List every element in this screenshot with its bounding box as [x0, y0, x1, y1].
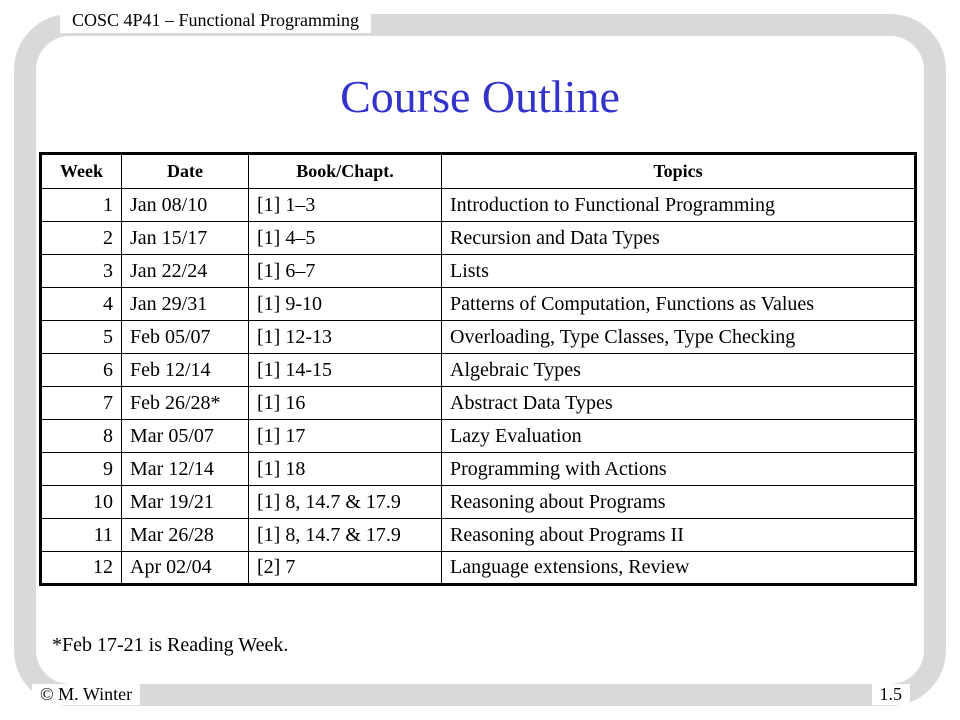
topics-cell: Overloading, Type Classes, Type Checking: [442, 321, 916, 354]
date-cell: Feb 05/07: [122, 321, 249, 354]
slide-number: 1.5: [872, 684, 911, 705]
table-row: [41, 519, 916, 552]
book-cell: [1] 4–5: [249, 222, 442, 255]
date-cell: Mar 19/21: [122, 486, 249, 519]
column-header-date: Date: [122, 154, 249, 189]
date-cell: Mar 05/07: [122, 420, 249, 453]
table-row: [41, 387, 916, 420]
topics-cell: Recursion and Data Types: [442, 222, 916, 255]
page-title: Course Outline: [340, 71, 620, 122]
column-header-week: Week: [41, 154, 122, 189]
book-cell: [1] 9-10: [249, 288, 442, 321]
date-cell: Feb 12/14: [122, 354, 249, 387]
week-cell: 3: [41, 255, 122, 288]
week-cell: 8: [41, 420, 122, 453]
date-cell: Jan 22/24: [122, 255, 249, 288]
table-row: [41, 288, 916, 321]
table-row: [41, 321, 916, 354]
book-cell: [1] 8, 14.7 & 17.9: [249, 519, 442, 552]
reading-week-note: *Feb 17-21 is Reading Week.: [52, 634, 289, 656]
book-cell: [2] 7: [249, 552, 442, 585]
book-cell: [1] 14-15: [249, 354, 442, 387]
author-footer: © M. Winter: [32, 684, 140, 705]
table-row: [41, 222, 916, 255]
topics-cell: Reasoning about Programs: [442, 486, 916, 519]
week-cell: 5: [41, 321, 122, 354]
date-cell: Jan 29/31: [122, 288, 249, 321]
table-row: [41, 486, 916, 519]
topics-cell: Lazy Evaluation: [442, 420, 916, 453]
week-cell: 12: [41, 552, 122, 585]
book-cell: [1] 1–3: [249, 189, 442, 222]
column-header-book: Book/Chapt.: [249, 154, 442, 189]
table-row: [41, 189, 916, 222]
course-header: COSC 4P41 – Functional Programming: [60, 8, 371, 33]
week-cell: 4: [41, 288, 122, 321]
week-cell: 7: [41, 387, 122, 420]
table-row: [41, 453, 916, 486]
week-cell: 6: [41, 354, 122, 387]
date-cell: Apr 02/04: [122, 552, 249, 585]
table-row: [41, 354, 916, 387]
book-cell: [1] 16: [249, 387, 442, 420]
week-cell: 11: [41, 519, 122, 552]
course-outline-table: [39, 152, 917, 586]
topics-cell: Reasoning about Programs II: [442, 519, 916, 552]
topics-cell: Patterns of Computation, Functions as Values: [442, 288, 916, 321]
week-cell: 2: [41, 222, 122, 255]
book-cell: [1] 18: [249, 453, 442, 486]
book-cell: [1] 6–7: [249, 255, 442, 288]
column-header-topics: Topics: [442, 154, 916, 189]
topics-cell: Abstract Data Types: [442, 387, 916, 420]
date-cell: Feb 26/28*: [122, 387, 249, 420]
date-cell: Mar 12/14: [122, 453, 249, 486]
date-cell: Jan 08/10: [122, 189, 249, 222]
topics-cell: Algebraic Types: [442, 354, 916, 387]
week-cell: 1: [41, 189, 122, 222]
table-row: [41, 255, 916, 288]
topics-cell: Introduction to Functional Programming: [442, 189, 916, 222]
topics-cell: Language extensions, Review: [442, 552, 916, 585]
date-cell: Mar 26/28: [122, 519, 249, 552]
table-row: [41, 420, 916, 453]
week-cell: 9: [41, 453, 122, 486]
table-row: [41, 552, 916, 585]
topics-cell: Lists: [442, 255, 916, 288]
book-cell: [1] 8, 14.7 & 17.9: [249, 486, 442, 519]
week-cell: 10: [41, 486, 122, 519]
table-header-row: [41, 154, 916, 189]
date-cell: Jan 15/17: [122, 222, 249, 255]
book-cell: [1] 12-13: [249, 321, 442, 354]
book-cell: [1] 17: [249, 420, 442, 453]
topics-cell: Programming with Actions: [442, 453, 916, 486]
